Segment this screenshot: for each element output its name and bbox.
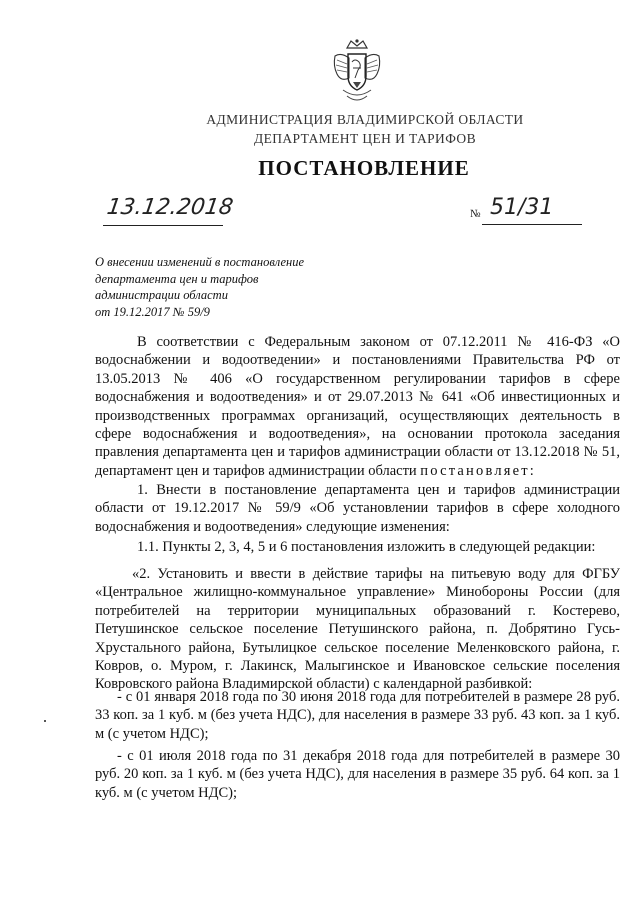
subject-line: О внесении изменений в постановление: [95, 255, 305, 269]
subject-line: от 19.12.2017 № 59/9: [95, 304, 210, 319]
tariff-period-1-paragraph: - с 01 января 2018 года по 30 июня 2018 года для потребителей в размере 28 руб. 33 коп. за 1 куб. м (без учета НДС), для населения в размере 33 руб. 43 коп. за 1 куб. м (с учетом НДС);: [95, 689, 620, 742]
department-name: ДЕПАРТАМЕНТ ЦЕН И ТАРИФОВ: [254, 131, 476, 146]
subject-line: департамента цен и тарифов: [95, 271, 259, 286]
document-date: 13.12.2018: [105, 195, 235, 220]
number-label: №: [470, 208, 481, 220]
resolves-word: постановляет:: [420, 462, 537, 479]
document-subject: [95, 254, 304, 320]
clause-1-paragraph: 1. Внести в постановление департамента цен и тарифов администрации области от 19.12.2017 № 59/9 «Об установлении тарифов в сфере холодного водоснабжения и водоотведения» следующие изменения:: [95, 482, 620, 535]
subject-line: администрации области: [95, 288, 228, 302]
coat-of-arms-icon: [331, 38, 383, 106]
preamble-text: В соответствии с Федеральным законом от 07.12.2011 № 416-ФЗ «О водоснабжении и водоотведении» и постановлениями Правительства РФ от 13.05.2013 № 406 «О государственном регулировании тарифов в сфере водоснабжения и водоотведения» и от 29.07.2013 № 641 «Об инвестиционных и производственных программах организаций, осуществляющих деятельность в сфере водоснабжения и водоотведения», на основании протокола заседания правления департамента цен и тарифов администрации области от 13.12.2018 № 51, департамент цен и тарифов администрации области: [95, 334, 620, 479]
clause-2-paragraph: «2. Установить и ввести в действие тарифы на питьевую воду для ФГБУ «Центральное жилищно-коммунальное управление» Минобороны России (для потребителей на территории муниципальных образований г. Костерево, Петушинское сельское поселение Петушинского района, п. Добрятино Гусь-Хрустального района, Бутылицкое сельское поселение Меленковского района, г. Ковров, о. Муром, г. Лакинск, Малыгинское и Ивановское сельские поселения Ковровского района Владимирской области) с календарной разбивкой:: [95, 566, 620, 693]
document-type-title: ПОСТАНОВЛЕНИЕ: [258, 156, 470, 180]
organization-name: АДМИНИСТРАЦИЯ ВЛАДИМИРСКОЙ ОБЛАСТИ: [206, 112, 524, 127]
margin-mark: [44, 720, 46, 722]
tariff-period-2-paragraph: - с 01 июля 2018 года по 31 декабря 2018 года для потребителей в размере 30 руб. 20 коп. за 1 куб. м (без учета НДС), для населения в размере 35 руб. 64 коп. за 1 куб. м (с учетом НДС);: [95, 748, 620, 801]
preamble-paragraph: [95, 333, 620, 480]
clause-1-1-paragraph: 1.1. Пункты 2, 3, 4, 5 и 6 постановления изложить в следующей редакции:: [137, 539, 596, 555]
document-number: 51/31: [490, 195, 554, 220]
